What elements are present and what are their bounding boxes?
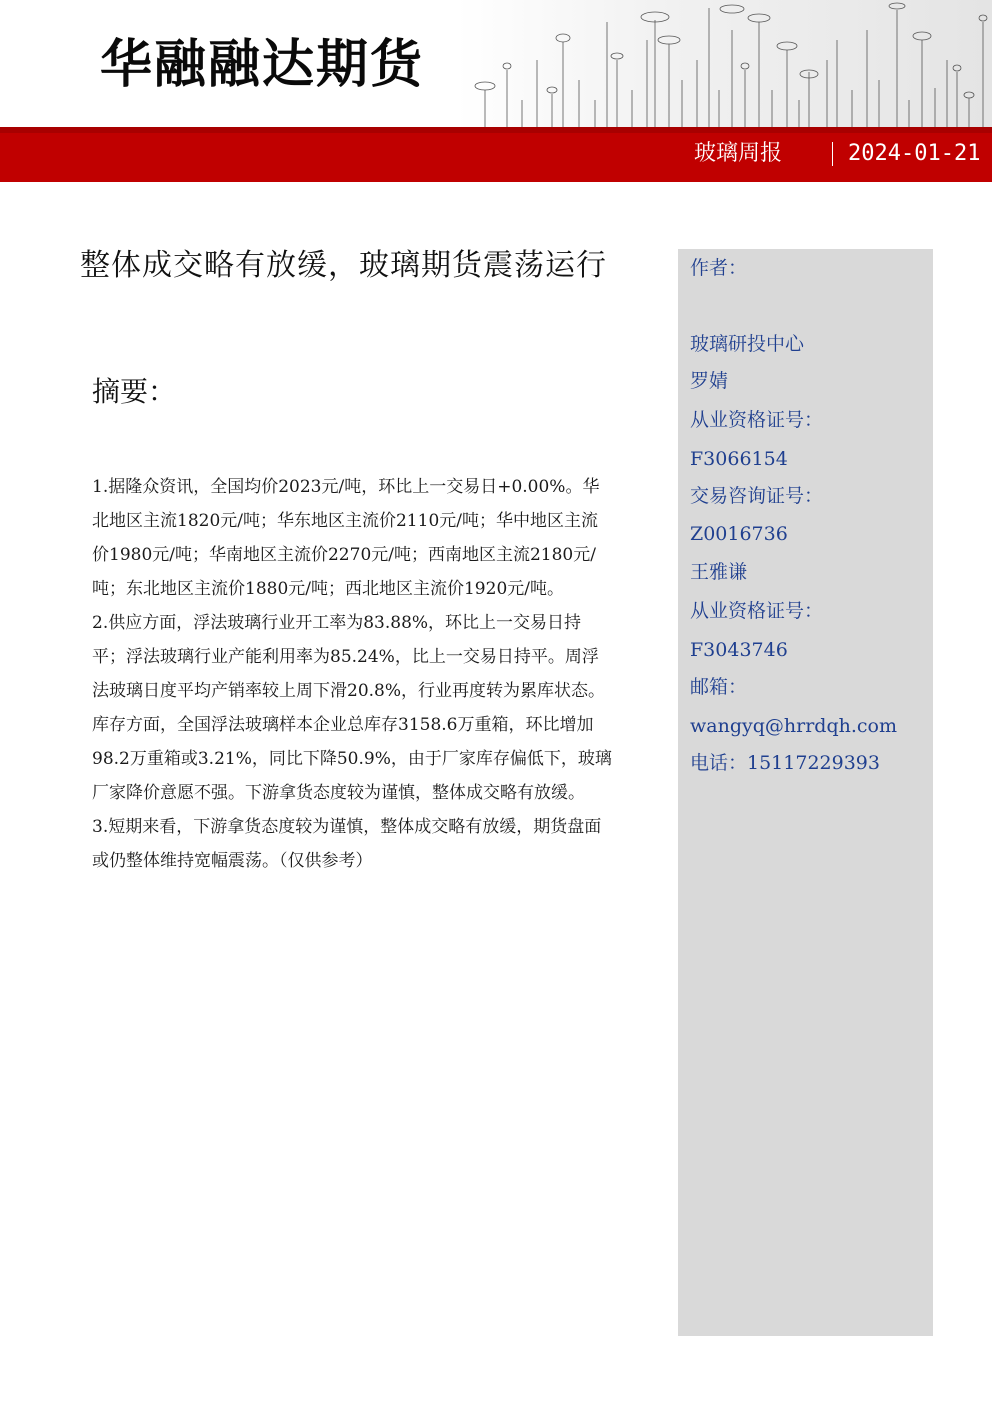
header-decoration [457,0,992,128]
report-date: 2024-01-21 [848,141,981,166]
circle-line-pattern-icon [457,0,992,128]
qualification-label: 从业资格证号： [690,600,824,622]
qualification-label: 从业资格证号： [690,409,824,431]
company-logo: 华融融达期货 [100,35,425,95]
summary-paragraph: 2.供应方面，浮法玻璃行业开工率为83.88%，环比上一交易日持平；浮法玻璃行业产能利用率为85.24%，比上一交易日持平。周浮法玻璃日度平均产销率较上周下滑20.8%，行业再度转为累库状态。库存方面，全国浮法玻璃样本企业总库存3158.6万重箱，环比增加98.2万重箱或3.21%，同比下降50.9%，由于厂家库存偏低下，玻璃厂家降价意愿不强。下游拿货态度较为谨慎，整体成交略有放缓。 [92,613,612,803]
report-type: 玻璃周报 [694,141,783,166]
summary-paragraph: 1.据隆众资讯，全国均价2023元/吨，环比上一交易日+0.00%。华北地区主流1820元/吨；华东地区主流价2110元/吨；华中地区主流价1980元/吨；华南地区主流价2270元/吨；西南地区主流2180元/吨；东北地区主流价1880元/吨；西北地区主流价1920元/吨。 [92,477,600,599]
summary-paragraph: 3.短期来看，下游拿货态度较为谨慎，整体成交略有放缓，期货盘面或仍整体维持宽幅震荡。（仅供参考） [92,817,602,871]
header-red-bar [0,127,992,182]
phone-number: 电话：15117229393 [690,752,880,774]
report-title: 整体成交略有放缓，玻璃期货震荡运行 [80,248,607,283]
red-bar-shadow [0,127,992,133]
author-label: 作者： [690,257,748,279]
author-name: 罗婧 [690,370,729,392]
header-separator [832,142,833,166]
qualification-number: F3066154 [690,448,788,470]
qualification-number: F3043746 [690,639,788,661]
email-address[interactable]: wangyq@hrrdqh.com [690,715,897,737]
email-label: 邮箱： [690,676,748,698]
consult-number: Z0016736 [690,523,788,545]
summary-heading: 摘要： [92,375,177,408]
department: 玻璃研投中心 [690,333,805,355]
report-header [0,0,992,182]
summary-body [92,470,612,878]
author-sidebar [678,249,933,1336]
author-name: 王雅谦 [690,561,748,583]
consult-label: 交易咨询证号： [690,485,824,507]
